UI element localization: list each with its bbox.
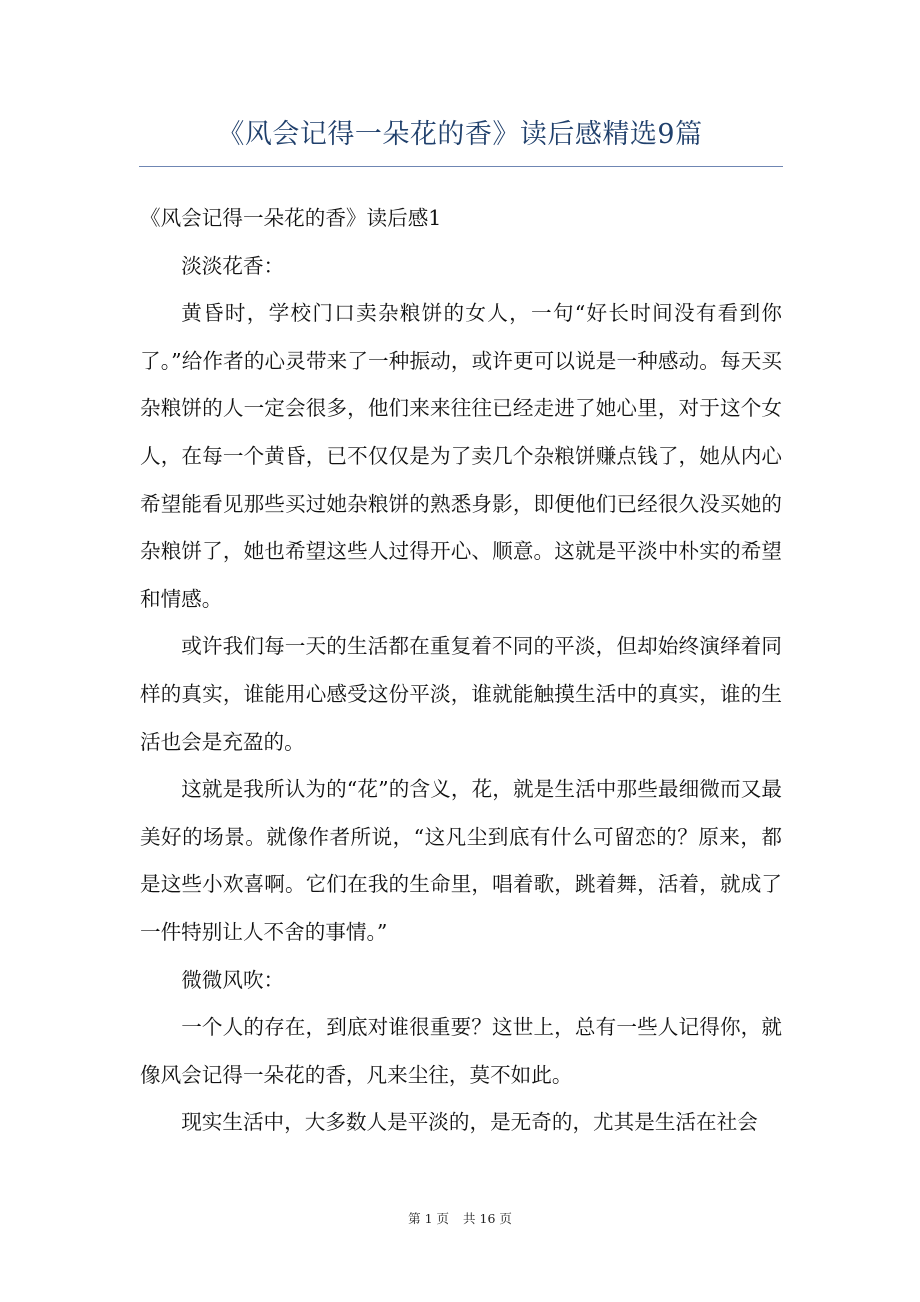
body-paragraph: 现实生活中，大多数人是平淡的，是无奇的，尤其是生活在社会 — [181, 1110, 758, 1135]
document-title: 《风会记得一朵花的香》读后感精选9篇 — [217, 119, 703, 150]
subheading-paragraph: 微微风吹： — [181, 967, 285, 992]
document-body — [140, 195, 782, 1147]
body-paragraph: 一个人的存在，到底对谁很重要？这世上，总有一些人记得你，就像风会记得一朵花的香，凡来尘往，莫不如此。 — [140, 1015, 782, 1087]
body-paragraph: 黄昏时，学校门口卖杂粮饼的女人，一句“好长时间没有看到你了。”给作者的心灵带来了一种振动，或许更可以说是一种感动。每天买杂粮饼的人一定会很多，他们来来往往已经走进了她心里，对于这个女人，在每一个黄昏，已不仅仅是为了卖几个杂粮饼赚点钱了，她从内心希望能看见那些买过她杂粮饼的熟悉身影，即便他们已经很久没买她的杂粮饼了，她也希望这些人过得开心、顺意。这就是平淡中朴实的希望和情感。 — [140, 301, 782, 611]
page-number: 第 1 页 — [408, 1211, 450, 1226]
page-total: 共 16 页 — [463, 1211, 512, 1226]
page-footer — [0, 1209, 920, 1227]
title-underline — [139, 166, 783, 167]
body-paragraph: 或许我们每一天的生活都在重复着不同的平淡，但却始终演绎着同样的真实，谁能用心感受这份平淡，谁就能触摸生活中的真实，谁的生活也会是充盈的。 — [140, 634, 782, 754]
body-paragraph: 这就是我所认为的“花”的含义，花，就是生活中那些最细微而又最美好的场景。就像作者所说，“这凡尘到底有什么可留恋的？原来，都是这些小欢喜啊。它们在我的生命里，唱着歌，跳着舞，活着，就成了一件特别让人不舍的事情。” — [140, 777, 782, 944]
section-heading: 《风会记得一朵花的香》读后感1 — [140, 206, 442, 230]
subheading-paragraph: 淡淡花香： — [181, 253, 285, 278]
